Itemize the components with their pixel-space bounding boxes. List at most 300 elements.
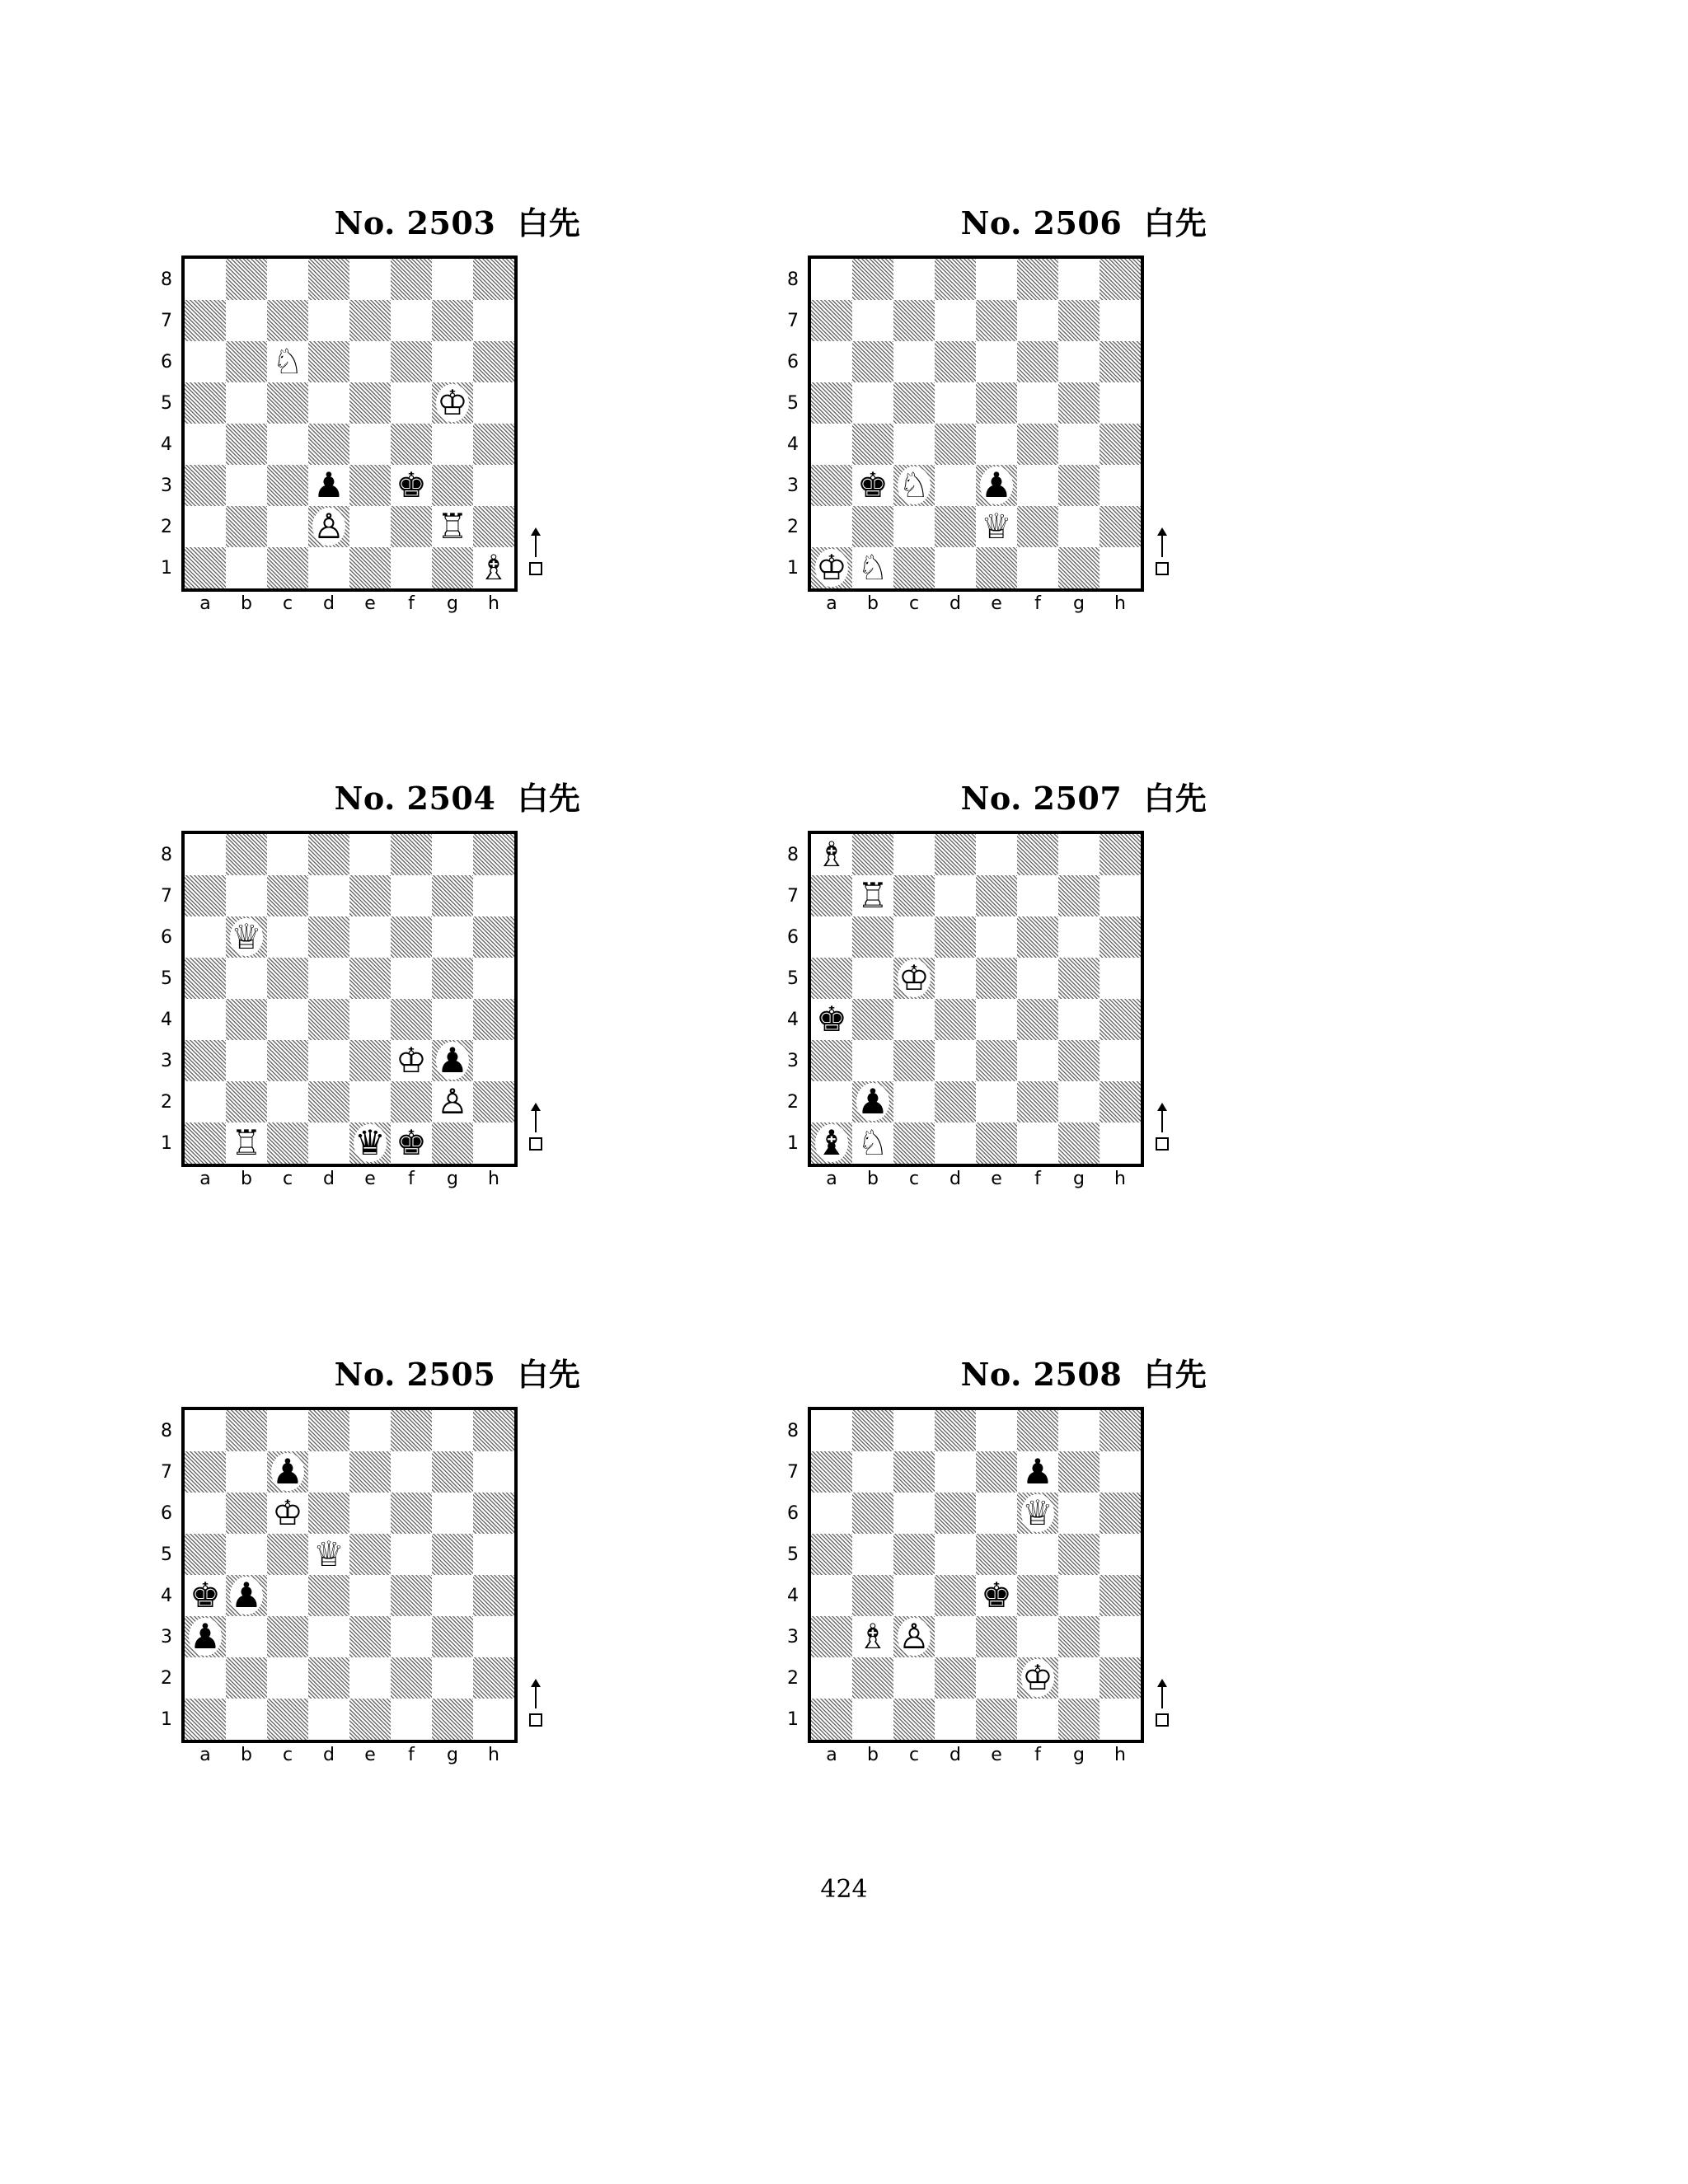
puzzle-number: No. 2503 [334,204,496,241]
square-b8 [852,834,893,875]
square-g7 [1058,875,1100,916]
square-e5 [976,958,1017,999]
square-d8 [935,834,976,875]
rank-label: 1 [787,1708,799,1730]
square-f7 [391,875,432,916]
rank-label: 2 [161,1667,172,1689]
square-c2 [893,1081,935,1122]
square-h4 [1100,1575,1141,1616]
square-e6 [976,341,1017,382]
square-c3 [893,1040,935,1081]
file-label: g [1073,593,1085,614]
rank-label: 7 [787,885,799,907]
rank-label: 1 [787,557,799,579]
square-b8 [852,259,893,300]
square-e2 [349,1081,391,1122]
square-h4 [473,424,514,465]
chess-board [181,831,518,1167]
chess-board [181,255,518,592]
file-labels [811,1169,1141,1193]
square-g7 [432,300,473,341]
square-d1 [308,547,349,588]
square-h5 [1100,382,1141,424]
square-e5 [349,382,391,424]
white-knight-icon: ♘ [272,341,303,382]
square-f3 [391,1616,432,1657]
square-d4 [935,999,976,1040]
square-d1 [935,547,976,588]
square-g1 [432,1122,473,1164]
square-d4 [935,1575,976,1616]
square-d5 [935,958,976,999]
rank-label: 3 [787,1050,799,1071]
puzzle-2508 [771,1349,1397,1811]
square-g5 [432,382,473,424]
rank-label: 7 [161,885,172,907]
square-c2 [267,506,308,547]
square-c1 [267,1122,308,1164]
white-pawn-icon: ♙ [898,1616,930,1657]
rank-label: 8 [161,269,172,290]
file-label: d [323,593,335,614]
square-f2 [391,506,432,547]
white-rook-icon: ♖ [857,875,889,916]
square-f3 [1017,1616,1058,1657]
square-c6 [267,916,308,958]
square-c7 [893,300,935,341]
side-to-move: 白先 [517,204,581,241]
square-a1 [811,1122,852,1164]
square-f8 [391,259,432,300]
square-a1 [185,1122,226,1164]
square-g7 [1058,300,1100,341]
square-g8 [1058,259,1100,300]
white-bishop-icon: ♗ [478,547,509,588]
square-b2 [852,1081,893,1122]
square-a5 [811,382,852,424]
rank-labels [157,259,176,588]
white-king-icon: ♔ [437,382,468,423]
square-d3 [935,1616,976,1657]
file-label: c [908,593,920,614]
rank-label: 5 [161,1544,172,1565]
white-to-move-icon [1154,1103,1170,1160]
square-f3 [1017,1040,1058,1081]
square-h8 [473,259,514,300]
square-f4 [1017,1575,1058,1616]
square-c8 [893,1410,935,1451]
square-a3 [811,1616,852,1657]
rank-label: 8 [787,1420,799,1441]
square-d3 [308,1616,349,1657]
square-f7 [391,300,432,341]
rank-label: 8 [787,269,799,290]
chess-board [181,1407,518,1743]
square-f6 [391,341,432,382]
rank-label: 7 [787,310,799,331]
square-f4 [391,1575,432,1616]
puzzle-title [144,198,771,243]
file-label: h [1114,1169,1126,1189]
side-to-move: 白先 [1143,780,1207,817]
square-g5 [1058,382,1100,424]
square-f2 [391,1657,432,1699]
white-rook-icon: ♖ [231,1122,262,1163]
square-h5 [1100,1534,1141,1575]
square-g6 [432,341,473,382]
square-a5 [185,382,226,424]
square-b8 [226,834,267,875]
square-a3 [811,1040,852,1081]
square-a2 [811,1081,852,1122]
square-a7 [811,300,852,341]
square-a7 [811,1451,852,1493]
white-queen-icon: ♕ [981,506,1012,546]
square-d1 [935,1699,976,1740]
puzzle-title [771,773,1397,818]
file-label: f [1034,593,1041,614]
square-e2 [349,1657,391,1699]
file-label: e [364,593,376,614]
square-e5 [976,382,1017,424]
square-c8 [267,834,308,875]
white-bishop-icon: ♗ [816,834,847,874]
puzzle-2507 [771,773,1397,1235]
square-g1 [432,1699,473,1740]
square-d7 [308,1451,349,1493]
rank-label: 2 [161,1091,172,1113]
square-c4 [893,424,935,465]
square-d6 [308,1493,349,1534]
square-a2 [811,506,852,547]
square-c3 [893,1616,935,1657]
square-f6 [1017,1493,1058,1534]
rank-label: 2 [161,516,172,537]
square-e5 [349,958,391,999]
square-e4 [349,1575,391,1616]
square-b8 [226,1410,267,1451]
white-king-icon: ♔ [898,958,930,998]
square-g3 [1058,1616,1100,1657]
square-d8 [935,259,976,300]
square-a2 [185,1657,226,1699]
file-labels [811,1745,1141,1769]
square-d1 [308,1699,349,1740]
square-a6 [811,916,852,958]
file-label: a [826,1169,837,1189]
square-e8 [349,1410,391,1451]
square-h2 [473,1081,514,1122]
puzzle-title [771,1349,1397,1394]
white-king-icon: ♔ [816,547,847,588]
square-d5 [308,382,349,424]
square-d7 [308,300,349,341]
square-e7 [976,875,1017,916]
square-f5 [1017,1534,1058,1575]
square-e6 [349,1493,391,1534]
square-c6 [267,341,308,382]
square-c8 [893,259,935,300]
file-label: h [1114,1745,1126,1765]
square-c3 [267,1616,308,1657]
square-h2 [473,506,514,547]
square-a8 [185,259,226,300]
square-c4 [267,999,308,1040]
square-f5 [1017,382,1058,424]
file-label: f [1034,1745,1041,1765]
square-c8 [267,259,308,300]
square-d8 [935,1410,976,1451]
rank-label: 6 [161,1502,172,1524]
square-h7 [473,875,514,916]
chess-board [808,255,1144,592]
square-e1 [349,547,391,588]
rank-label: 1 [161,557,172,579]
square-a6 [185,916,226,958]
square-d3 [308,465,349,506]
rank-label: 2 [787,1091,799,1113]
square-a7 [811,875,852,916]
file-label: b [867,1745,879,1765]
rank-labels [783,259,803,588]
square-b5 [226,958,267,999]
square-g5 [432,958,473,999]
white-king-icon: ♔ [272,1493,303,1533]
square-d6 [935,341,976,382]
puzzle-title [771,198,1397,243]
white-queen-icon: ♕ [231,916,262,957]
square-c7 [893,1451,935,1493]
square-a8 [811,259,852,300]
file-label: g [447,1745,458,1765]
square-a3 [185,465,226,506]
square-b5 [852,382,893,424]
chess-board [808,1407,1144,1743]
white-knight-icon: ♘ [857,547,889,588]
rank-label: 1 [161,1708,172,1730]
square-d6 [308,916,349,958]
square-b1 [852,1699,893,1740]
square-c4 [893,999,935,1040]
square-a7 [185,875,226,916]
file-label: d [950,593,961,614]
square-d3 [935,1040,976,1081]
square-d3 [935,465,976,506]
file-label: e [991,1169,1002,1189]
black-king-icon: ♚ [190,1575,221,1615]
square-h6 [1100,341,1141,382]
rank-label: 6 [161,926,172,948]
square-b5 [226,1534,267,1575]
rank-label: 3 [161,1626,172,1647]
rank-label: 6 [787,1502,799,1524]
rank-label: 1 [161,1132,172,1154]
square-b6 [226,916,267,958]
square-g3 [432,465,473,506]
square-f8 [391,1410,432,1451]
square-h4 [473,999,514,1040]
square-f2 [1017,506,1058,547]
square-f8 [391,834,432,875]
square-d1 [935,1122,976,1164]
square-a1 [811,547,852,588]
square-c2 [267,1657,308,1699]
square-f5 [391,1534,432,1575]
file-label: h [488,1169,499,1189]
square-f5 [1017,958,1058,999]
file-label: b [241,1169,252,1189]
puzzle-2505 [144,1349,771,1811]
file-label: c [282,1745,293,1765]
square-e4 [976,1575,1017,1616]
file-label: g [1073,1169,1085,1189]
square-b7 [226,1451,267,1493]
square-h6 [1100,1493,1141,1534]
square-b4 [226,424,267,465]
square-e7 [976,300,1017,341]
puzzle-number: No. 2508 [960,1356,1123,1393]
file-label: a [199,1169,211,1189]
square-d6 [935,1493,976,1534]
square-a1 [185,547,226,588]
file-label: h [488,1745,499,1765]
square-e6 [976,1493,1017,1534]
file-label: f [408,593,415,614]
square-f3 [391,465,432,506]
rank-label: 3 [787,475,799,496]
rank-label: 8 [787,844,799,865]
square-b3 [226,1616,267,1657]
black-pawn-icon: ♟ [272,1451,303,1492]
square-g3 [1058,465,1100,506]
file-labels [185,1745,514,1769]
square-h6 [473,1493,514,1534]
square-f5 [391,382,432,424]
rank-label: 5 [787,392,799,414]
square-a3 [811,465,852,506]
square-b6 [852,916,893,958]
square-g6 [1058,916,1100,958]
square-d6 [308,341,349,382]
square-b7 [852,875,893,916]
puzzle-2506 [771,198,1397,659]
rank-label: 4 [787,434,799,455]
rank-label: 4 [787,1009,799,1030]
square-b5 [226,382,267,424]
square-h7 [1100,875,1141,916]
file-label: d [323,1169,335,1189]
rank-label: 4 [161,1009,172,1030]
square-g3 [432,1616,473,1657]
white-pawn-icon: ♙ [437,1081,468,1122]
square-c7 [267,1451,308,1493]
puzzle-title [144,773,771,818]
file-label: e [364,1169,376,1189]
white-rook-icon: ♖ [437,506,468,546]
square-h1 [1100,1122,1141,1164]
black-pawn-icon: ♟ [981,465,1012,505]
square-c4 [267,1575,308,1616]
square-f4 [1017,999,1058,1040]
file-label: b [241,1745,252,1765]
square-e3 [349,1040,391,1081]
rank-label: 6 [787,351,799,373]
square-e4 [349,999,391,1040]
black-king-icon: ♚ [396,1122,427,1163]
square-e1 [349,1122,391,1164]
square-b2 [852,506,893,547]
rank-label: 1 [787,1132,799,1154]
square-b2 [226,1081,267,1122]
rank-label: 5 [161,392,172,414]
square-e4 [349,424,391,465]
white-to-move-icon [528,1103,544,1160]
file-label: a [199,593,211,614]
rank-label: 5 [787,1544,799,1565]
square-h5 [473,382,514,424]
square-h4 [1100,999,1141,1040]
square-e7 [976,1451,1017,1493]
square-f1 [391,1122,432,1164]
square-d8 [308,259,349,300]
file-label: d [323,1745,335,1765]
file-label: f [1034,1169,1041,1189]
square-d2 [308,1657,349,1699]
square-d6 [935,916,976,958]
rank-label: 6 [787,926,799,948]
chess-board [808,831,1144,1167]
file-label: a [199,1745,211,1765]
square-f8 [1017,834,1058,875]
square-g1 [1058,547,1100,588]
square-c1 [267,547,308,588]
square-g4 [1058,999,1100,1040]
square-g7 [1058,1451,1100,1493]
square-b4 [852,999,893,1040]
square-g1 [1058,1122,1100,1164]
square-d2 [935,1657,976,1699]
square-a5 [811,958,852,999]
square-d5 [308,958,349,999]
black-pawn-icon: ♟ [1022,1451,1053,1492]
square-g6 [432,1493,473,1534]
square-d7 [935,875,976,916]
square-f7 [391,1451,432,1493]
square-g2 [432,506,473,547]
file-labels [185,1169,514,1193]
file-label: f [408,1169,415,1189]
square-b7 [226,875,267,916]
square-g4 [1058,1575,1100,1616]
square-g8 [432,834,473,875]
square-c6 [893,916,935,958]
square-f7 [1017,300,1058,341]
square-e1 [976,1699,1017,1740]
white-king-icon: ♔ [396,1040,427,1080]
puzzle-title [144,1349,771,1394]
file-label: d [950,1745,961,1765]
square-e7 [349,1451,391,1493]
rank-label: 4 [161,1585,172,1606]
file-labels [185,593,514,618]
square-a4 [185,424,226,465]
square-b5 [852,958,893,999]
square-b4 [226,1575,267,1616]
square-h7 [473,300,514,341]
square-e8 [349,834,391,875]
square-a2 [811,1657,852,1699]
white-knight-icon: ♘ [898,465,930,505]
